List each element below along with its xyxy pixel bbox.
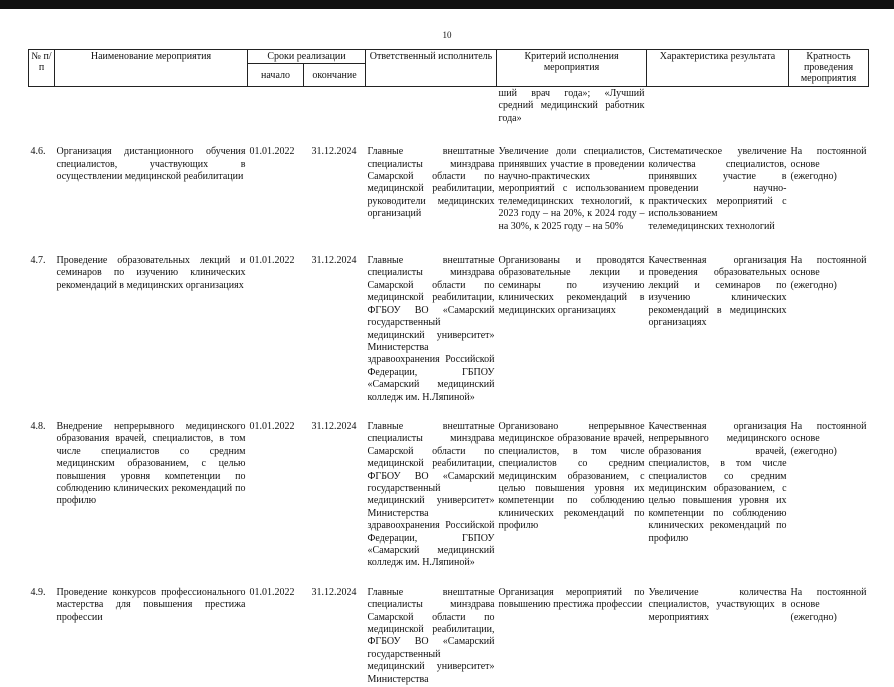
row-number: 4.7. [30,255,46,267]
header-responsible: Ответственный исполнитель [366,50,497,87]
row-responsible: Главные внештатные специалисты минздрава Самарской области по медицинской реабилитации, ФГБОУ ВО «Самарский государственный медицинский университет» Министерства здравоохранения Российской Федерации, ГБПОУ «Самарский медицинский колледж им. Н.Ляпиной» [367,420,495,569]
row-result: Увеличение количества специалистов, участвующих в мероприятиях [648,586,787,623]
row-start-date: 01.01.2022 [249,586,295,598]
table-row [29,254,869,405]
row-frequency: На постоянной основе (ежегодно) [790,146,867,183]
table-row [29,420,869,571]
header-name: Наименование мероприятия [55,50,248,87]
continuation-criterion: ший врач года»; «Лучший средний медицинский работник года» [498,88,645,124]
row-start-date: 01.01.2022 [249,146,295,158]
header-criterion: Критерий исполнения мероприятия [497,50,647,87]
scan-top-border [0,0,894,9]
row-criterion: Увеличение доли специалистов, принявших участие в проведении научно-практических мероприятий с использованием телемедицинских технологий, к 2023 году – на 20%, к 2024 году – на 30%, к 2025 году – на 50% [498,146,645,232]
header-num: № п/п [29,50,55,87]
row-name: Организация дистанционного обучения специалистов, участвующих в осуществлении медицинской реабилитации [56,146,246,183]
row-number: 4.8. [30,420,46,432]
table-row [29,145,869,234]
page-number: 10 [442,30,452,40]
row-start-date: 01.01.2022 [249,420,295,432]
row-result: Систематическое увеличение количества специалистов, принявших участие в проведении научно-практических мероприятий с использованием телемедицинских технологий [648,146,787,232]
row-result: Качественная организация непрерывного медицинского образования врачей, специалистов, в том числе специалистов со средним медицинским образованием, с целью повышения уровня их компетенции по соблюдению клинических рекомендаций по профилю [648,420,787,544]
row-frequency: На постоянной основе (ежегодно) [790,255,867,291]
row-responsible: Главные внештатные специалисты минздрава Самарской области по медицинской реабилитации, ФГБОУ ВО «Самарский государственный медицинский университет» Министерства [367,586,495,685]
row-end-date: 31.12.2024 [311,146,357,158]
row-end-date: 31.12.2024 [311,586,357,598]
row-criterion: Организация мероприятий по повышению престижа профессии [498,586,645,611]
table-row [29,586,869,687]
row-end-date: 31.12.2024 [311,255,357,267]
row-responsible: Главные внештатные специалисты минздрава Самарской области по медицинской реабилитации, ФГБОУ ВО «Самарский государственный медицинский университет» Министерства здравоохранения Российской Федерации, ГБПОУ «Самарский медицинский колледж им. Н.Ляпиной» [367,255,495,403]
header-end: окончание [304,64,366,87]
header-frequency: Кратность проведения мероприятия [789,50,869,87]
row-name: Проведение образовательных лекций и семинаров по изучению клинических рекомендаций в медицинских организациях [56,255,246,291]
row-criterion: Организованы и проводятся образовательные лекции и семинары по изучению клинических рекомендаций в медицинских организациях [498,255,645,316]
row-number: 4.6. [30,146,46,158]
row-start-date: 01.01.2022 [249,255,295,267]
row-frequency: На постоянной основе (ежегодно) [790,586,867,623]
row-criterion: Организовано непрерывное медицинское образование врачей, специалистов, в том числе специалистов со средним медицинским образованием, с целью повышения уровня их компетенции по соблюдению клинических рекомендаций по профилю [498,420,645,532]
row-name: Проведение конкурсов профессионального мастерства для повышения престижа профессии [56,586,246,623]
row-name: Внедрение непрерывного медицинского образования врачей, специалистов, в том числе специалистов со средним медицинским образованием, с целью повышения уровня компетенции по соблюдению клинических рекомендаций по профилю [56,420,246,507]
row-result: Качественная организация проведения образовательных лекций и семинаров по изучению клинических рекомендаций в медицинских организациях [648,255,787,329]
row-frequency: На постоянной основе (ежегодно) [790,420,867,457]
continuation-row [29,87,869,127]
row-end-date: 31.12.2024 [311,420,357,432]
row-number: 4.9. [30,586,46,598]
measures-table [28,49,869,687]
row-responsible: Главные внештатные специалисты минздрава Самарской области по медицинской реабилитации, руководители медицинских организаций [367,146,495,220]
header-start: начало [248,64,304,87]
header-period: Сроки реализации [248,50,366,64]
header-result: Характеристика результата [647,50,789,87]
